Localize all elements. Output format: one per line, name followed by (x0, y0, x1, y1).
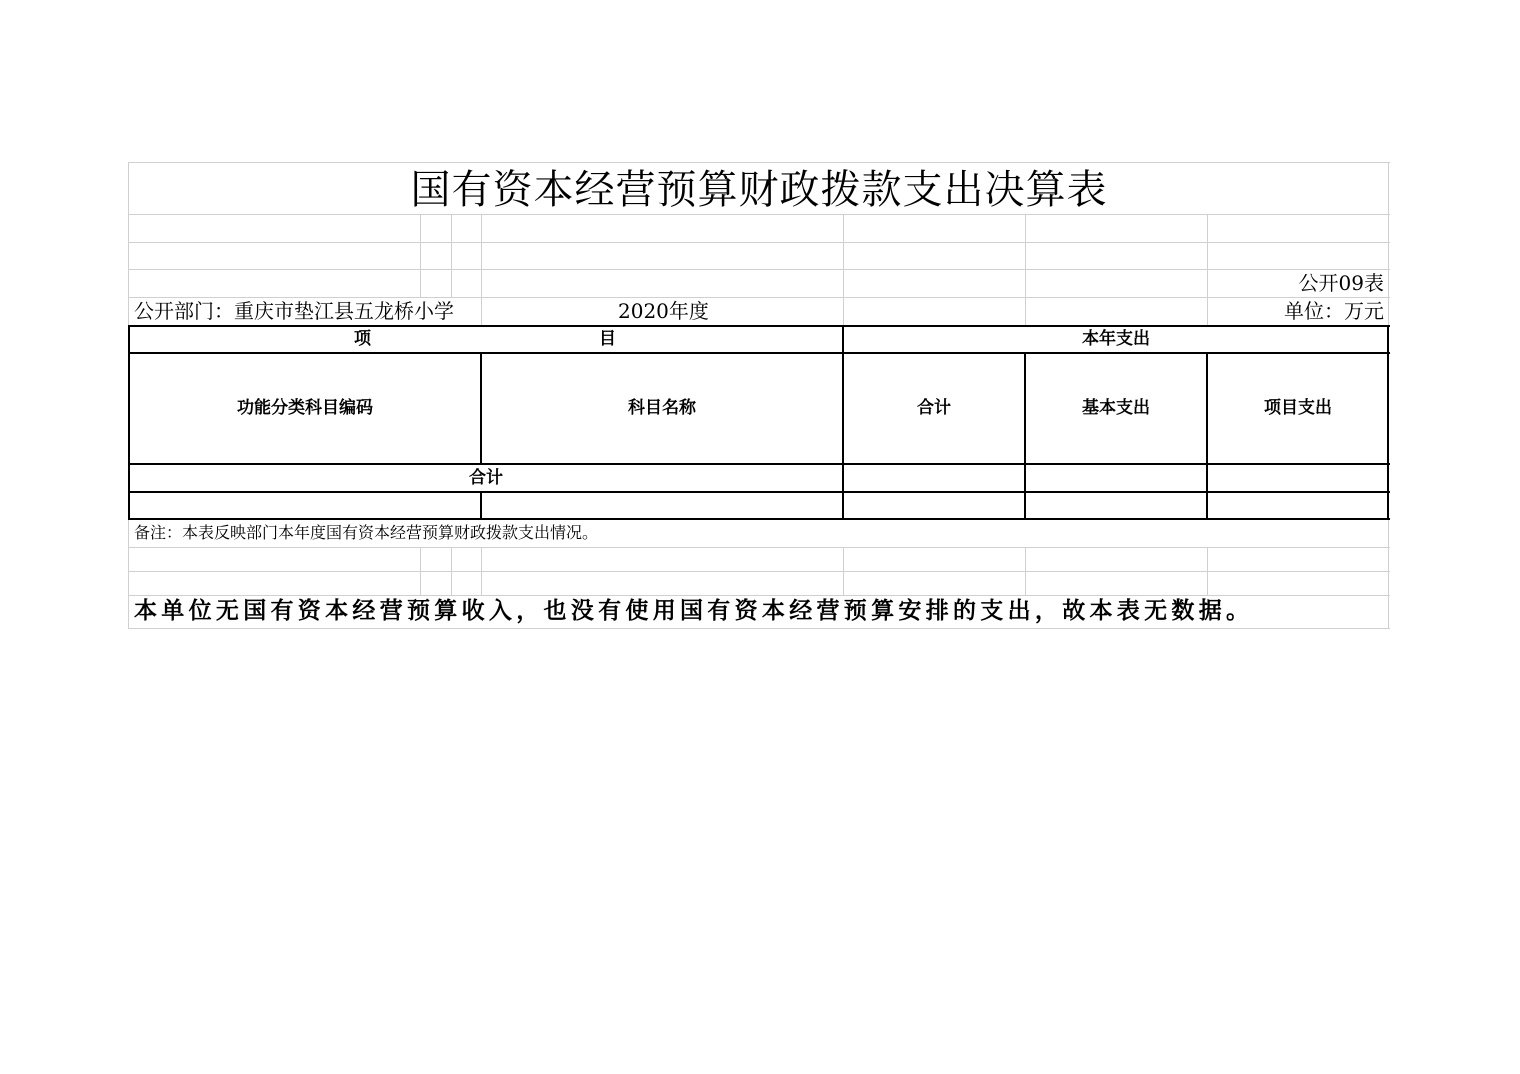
grid-line (128, 242, 1390, 243)
form-number: 公开09表 (1298, 271, 1384, 295)
header-group-current-year-expenditure: 本年支出 (1082, 329, 1150, 349)
grid-line (128, 297, 1390, 298)
column-header-function-code: 功能分类科目编码 (237, 398, 373, 418)
table-border (1024, 352, 1026, 520)
grid-line (481, 547, 482, 595)
column-header-basic-expenditure: 基本支出 (1082, 398, 1150, 418)
grid-line (420, 547, 421, 595)
table-border (128, 325, 130, 520)
table-border (128, 491, 1390, 493)
grid-line (128, 547, 1390, 548)
grid-line (128, 162, 1390, 163)
header-group-item-2: 目 (599, 329, 616, 349)
grid-line (1025, 214, 1026, 325)
grid-line (128, 595, 1390, 596)
table-border (128, 325, 1390, 327)
grid-line (451, 547, 452, 595)
fiscal-year: 2020年度 (618, 299, 709, 323)
grid-line (481, 214, 482, 325)
unit-label: 单位：万元 (1284, 299, 1384, 323)
table-border (128, 518, 1390, 520)
grid-line (1207, 547, 1208, 595)
grid-line (128, 214, 1390, 215)
grid-line (843, 214, 844, 325)
grid-line (1207, 214, 1208, 325)
page-title: 国有资本经营预算财政拨款支出决算表 (410, 167, 1108, 213)
table-border (128, 352, 1390, 354)
table-border (128, 463, 1390, 465)
table-border (480, 491, 482, 520)
grid-line (128, 571, 1390, 572)
grid-line (420, 214, 421, 297)
footnote: 备注：本表反映部门本年度国有资本经营预算财政拨款支出情况。 (134, 523, 599, 542)
column-header-total: 合计 (917, 398, 951, 418)
no-data-statement: 本单位无国有资本经营预算收入，也没有使用国有资本经营预算安排的支出，故本表无数据。 (134, 598, 1254, 624)
total-row-label: 合计 (469, 468, 503, 488)
grid-line (128, 269, 1390, 270)
column-header-project-expenditure: 项目支出 (1264, 398, 1332, 418)
department-label: 公开部门：重庆市垫江县五龙桥小学 (134, 301, 454, 321)
grid-line (843, 547, 844, 595)
grid-line (128, 628, 1390, 629)
grid-line (1025, 547, 1026, 595)
table-border (1387, 325, 1389, 520)
column-header-subject-name: 科目名称 (628, 398, 696, 418)
table-border (842, 325, 844, 520)
grid-line (451, 214, 452, 297)
table-border (1206, 352, 1208, 520)
header-group-item: 项 (354, 329, 371, 349)
